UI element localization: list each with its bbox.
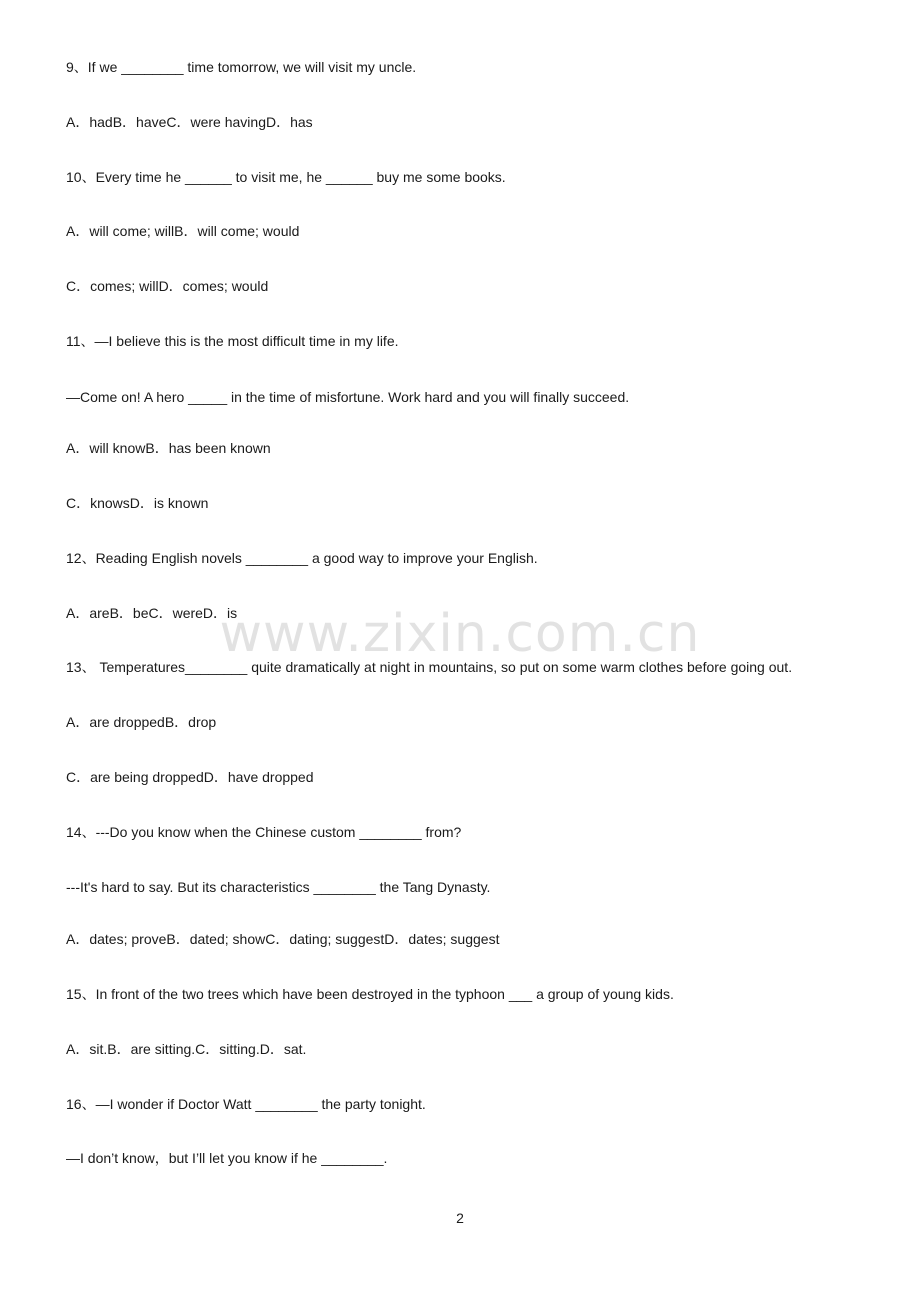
question-14-reply: ---It's hard to say. But its characteristics ________ the Tang Dynasty. xyxy=(66,879,491,895)
question-11-options-ab: A．will knowB．has been known xyxy=(66,440,271,456)
question-10-options-ab: A．will come; willB．will come; would xyxy=(66,223,300,239)
question-15: 15、In front of the two trees which have been destroyed in the typhoon ___ a group of young kids. xyxy=(66,986,674,1002)
question-9: 9、If we ________ time tomorrow, we will visit my uncle. xyxy=(66,59,417,75)
question-11-reply: —Come on! A hero _____ in the time of misfortune. Work hard and you will finally succeed. xyxy=(66,389,630,405)
question-16: 16、—I wonder if Doctor Watt ________ the party tonight. xyxy=(66,1096,426,1112)
question-13: 13、 Temperatures________ quite dramatically at night in mountains, so put on some warm clothes before going out. xyxy=(66,659,793,675)
question-14: 14、---Do you know when the Chinese custom ________ from? xyxy=(66,824,462,840)
question-10-options-cd: C．comes; willD．comes; would xyxy=(66,278,269,294)
question-13-options-ab: A．are droppedB．drop xyxy=(66,714,217,730)
question-12: 12、Reading English novels ________ a good way to improve your English. xyxy=(66,550,538,566)
question-10: 10、Every time he ______ to visit me, he ______ buy me some books. xyxy=(66,169,506,185)
question-15-options: A．sit.B．are sitting.C．sitting.D．sat. xyxy=(66,1041,307,1057)
question-11-options-cd: C．knowsD．is known xyxy=(66,495,209,511)
watermark: www.zixin.com.cn xyxy=(219,604,701,664)
page-number: 2 xyxy=(456,1210,464,1226)
question-13-options-cd: C．are being droppedD．have dropped xyxy=(66,769,314,785)
question-11: 11、—I believe this is the most difficult time in my life. xyxy=(66,333,399,349)
question-12-options: A．areB．beC．wereD．is xyxy=(66,605,238,621)
question-14-options: A．dates; proveB．dated; showC．dating; suggestD．dates; suggest xyxy=(66,931,500,947)
question-9-options: A．hadB．haveC．were havingD．has xyxy=(66,114,313,130)
question-16-reply: —I don’t know，but I’ll let you know if he ________. xyxy=(66,1150,388,1166)
